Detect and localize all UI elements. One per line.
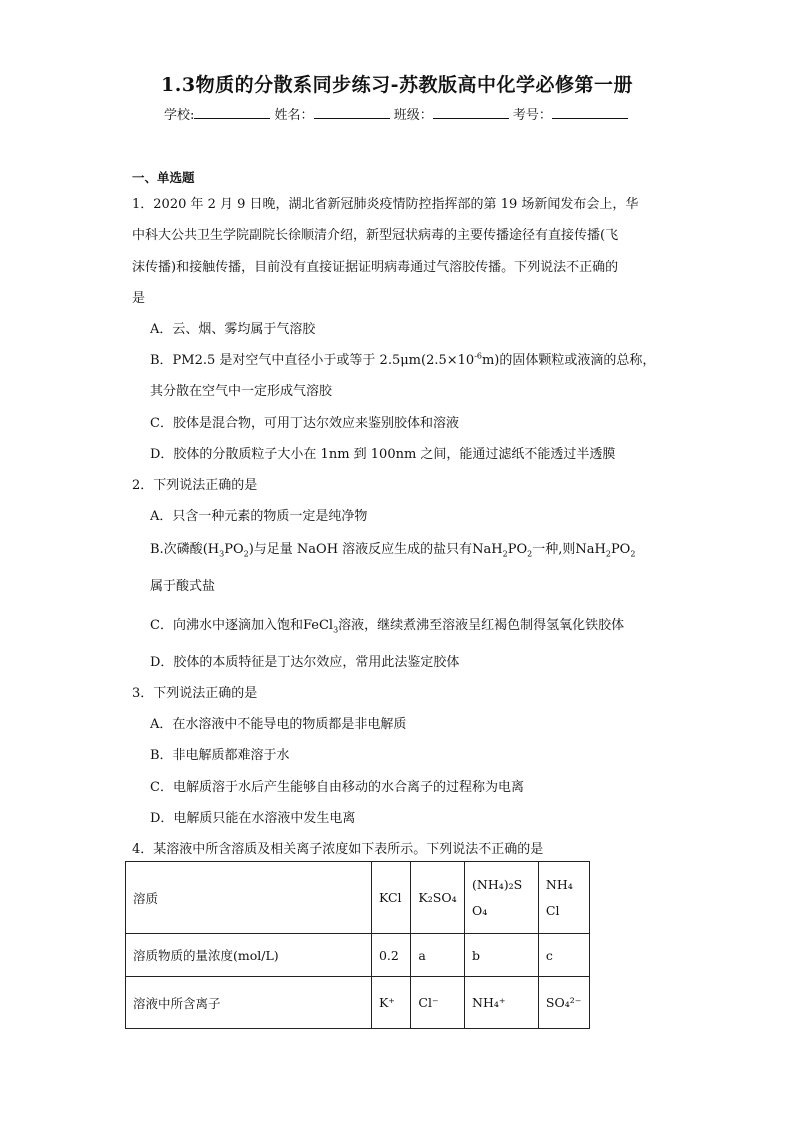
q4-stem: 4．某溶液中所含溶质及相关离子浓度如下表所示。下列说法不正确的是 — [132, 842, 544, 857]
q1-stem-line-3: 沫传播)和接触传播，目前没有直接证据证明病毒通过气溶胶传播。下列说法不正确的 — [132, 260, 619, 275]
name-blank[interactable] — [314, 106, 390, 119]
q3-option-c: C．电解质溶于水后产生能够自由移动的水合离子的过程称为电离 — [150, 780, 524, 795]
table-cell: K₂SO₄ — [411, 862, 465, 934]
formula-nah2po2: NaH — [575, 542, 606, 557]
q3-option-b: B．非电解质都难溶于水 — [150, 748, 290, 763]
exam-number-label: 考号： — [512, 108, 552, 123]
formula-nah2po2: NaH — [472, 542, 503, 557]
school-blank[interactable] — [194, 106, 270, 119]
formula-part: PO — [224, 542, 244, 557]
q1-stem-line-2: 中科大公共卫生学院副院长徐顺清介绍，新型冠状病毒的主要传播途径有直接传播(飞 — [132, 228, 619, 243]
subscript: 3 — [333, 625, 339, 635]
table-cell: 0.2 — [371, 934, 410, 977]
q1-option-b-line-1 — [150, 349, 655, 368]
q2-option-d: D．胶体的本质特征是丁达尔效应，常用此法鉴定胶体 — [150, 655, 460, 670]
subscript: 2 — [243, 549, 249, 559]
table-cell: NH₄⁺ — [465, 977, 539, 1029]
q1-option-c: C．胶体是混合物，可用丁达尔效应来鉴别胶体和溶液 — [150, 416, 459, 431]
name-label: 姓名： — [274, 108, 314, 123]
subscript: 2 — [502, 549, 508, 559]
table-cell: 溶质 — [126, 862, 372, 934]
formula-part: ) — [248, 542, 254, 557]
q2-option-c-text: C．向沸水中逐滴加入饱和 — [150, 618, 303, 633]
subscript: 2 — [630, 549, 636, 559]
q3-option-d: D．电解质只能在水溶液中发生电离 — [150, 811, 356, 826]
q2-option-c-text-end: 溶液，继续煮沸至溶液呈红褐色制得氢氧化铁胶体 — [338, 618, 625, 633]
table-cell: 溶质物质的量浓度(mol/L) — [126, 934, 372, 977]
table-cell: SO₄²⁻ — [538, 977, 589, 1029]
subscript: 2 — [605, 549, 611, 559]
document-title: 1.3物质的分散系同步练习-苏教版高中化学必修第一册 — [161, 74, 633, 96]
q1-option-b-exponent: -6 — [474, 351, 482, 361]
q1-option-b-line-2: 其分散在空气中一定形成气溶胶 — [150, 384, 333, 399]
q2-option-b-line-2: 属于酸式盐 — [150, 579, 216, 594]
table-cell: 溶液中所含离子 — [126, 977, 372, 1029]
school-label: 学校: — [164, 108, 195, 123]
subscript: 3 — [219, 549, 225, 559]
q1-option-d: D．胶体的分散质粒子大小在 1nm 到 100nm 之间，能通过滤纸不能透过半透膜 — [150, 447, 616, 462]
section-heading: 一、单选题 — [132, 170, 195, 185]
student-info-line — [164, 104, 628, 123]
formula-part: PO — [507, 542, 528, 557]
table-cell: KCl — [371, 862, 410, 934]
q2-option-b-text-mid2: 一种,则 — [532, 542, 576, 557]
formula-part: PO — [610, 542, 631, 557]
class-label: 班级： — [393, 108, 433, 123]
q1-option-b-text-end: m)的固体颗粒或液滴的总称， — [481, 353, 656, 368]
q2-option-a: A．只含一种元素的物质一定是纯净物 — [150, 509, 368, 524]
q3-option-a: A．在水溶液中不能导电的物质都是非电解质 — [150, 717, 407, 732]
q1-option-a: A．云、烟、雾均属于气溶胶 — [150, 322, 316, 337]
table-cell: c — [538, 934, 589, 977]
q2-stem: 2．下列说法正确的是 — [132, 478, 258, 493]
q2-option-b-text-mid: 与足量 NaOH 溶液反应生成的盐只有 — [253, 542, 473, 557]
class-blank[interactable] — [433, 106, 509, 119]
table-row — [126, 862, 590, 934]
solute-table — [125, 861, 590, 1029]
table-cell: K⁺ — [371, 977, 410, 1029]
q1-option-b-text: B．PM2.5 是对空气中直径小于或等于 2.5μm(2.5×10 — [150, 353, 475, 368]
q1-stem-line-1: 1．2020 年 2 月 9 日晚，湖北省新冠肺炎疫情防控指挥部的第 19 场新闻发布会上，华 — [132, 197, 639, 212]
table-cell: NH₄Cl — [538, 862, 589, 934]
q1-stem-line-4: 是 — [132, 291, 146, 306]
table-row — [126, 934, 590, 977]
formula-fecl3: FeCl — [302, 618, 334, 633]
q3-stem: 3．下列说法正确的是 — [132, 686, 258, 701]
subscript: 2 — [527, 549, 533, 559]
table-cell: (NH₄)₂SO₄ — [465, 862, 539, 934]
formula-h3po2: (H — [202, 542, 220, 557]
q2-option-b-text: B.次磷酸 — [150, 542, 203, 557]
table-cell: a — [411, 934, 465, 977]
table-cell: Cl⁻ — [411, 977, 465, 1029]
q2-option-c — [150, 614, 624, 635]
q2-option-b-line-1 — [150, 538, 635, 559]
table-cell: b — [465, 934, 539, 977]
table-row — [126, 977, 590, 1029]
exam-number-blank[interactable] — [552, 106, 628, 119]
